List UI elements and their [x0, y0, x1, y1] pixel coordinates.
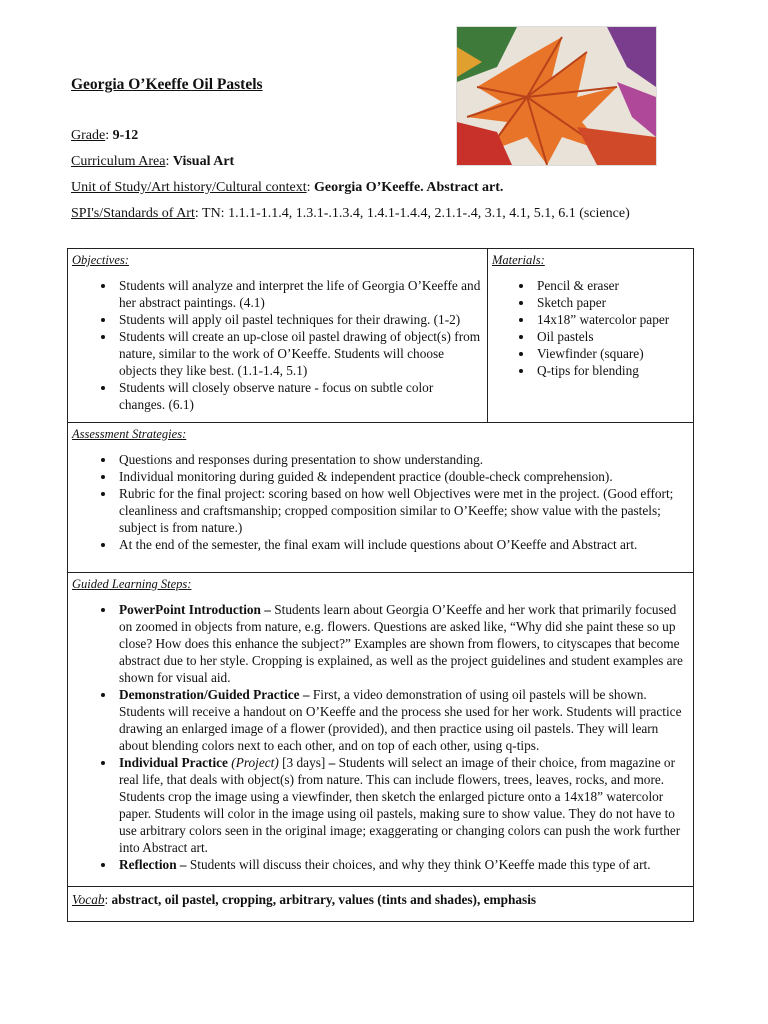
- unit-line: Unit of Study/Art history/Cultural context: Georgia O’Keeffe. Abstract art.: [71, 180, 504, 195]
- list-item: • Individual monitoring during guided & independent practice (double-check comprehension).: [116, 468, 688, 485]
- assessment-heading: Assessment Strategies:: [72, 427, 187, 441]
- spi-label: SPI's/Standards of Art: [71, 206, 195, 221]
- step-text: Students learn about Georgia O’Keeffe and her work that primarily focused on zoomed in objects from nature, e.g. flowers. Questions are asked like, “Why did she paint these so up close? How does this enhance the subject?” Examples are shown from flowers, to cityscapes that become abstract due to her style. Cropping is explained, as well as the project guidelines and student examples are shown for visual aid.: [119, 602, 683, 685]
- list-item: • Oil pastels: [534, 328, 688, 345]
- step-text: Students will discuss their choices, and why they think O’Keeffe made this type of art.: [186, 857, 651, 872]
- objectives-list: [72, 277, 482, 413]
- spi-line: SPI's/Standards of Art: TN: 1.1.1-1.1.4, 1.3.1-.1.3.4, 1.4.1-1.4.4, 2.1.1-.4, 3.1, 4.1, 5.1, 6.1 (science): [71, 206, 630, 221]
- step-text: Students will select an image of their choice, from magazine or real life, that deals with object(s) from nature. This can include flowers, trees, leaves, rocks, and more. Students crop the image using a viewfinder, then sketch the enlarged picture onto a 14x18” watercolor paper. Students will color in the image using oil pastels, making sure to show value. They do not have to use arbitrary colors seen in the original image; exaggerating or changing colors can push the work further into Abstract art.: [119, 755, 681, 855]
- grade-value: 9-12: [112, 128, 139, 143]
- list-item: • Students will apply oil pastel techniques for their drawing. (1-2): [116, 311, 482, 328]
- unit-label: Unit of Study/Art history/Cultural context: [71, 180, 307, 195]
- curriculum-value: Visual Art: [172, 154, 235, 169]
- list-item: [116, 601, 688, 686]
- materials-heading: Materials:: [492, 253, 545, 267]
- step-lead: Individual Practice: [119, 755, 228, 770]
- grade-line: Grade: 9-12: [71, 128, 139, 143]
- vocab-row: [68, 887, 694, 922]
- leaf-painting-image: [456, 26, 657, 166]
- guided-cell: [68, 573, 694, 887]
- list-item: • Q-tips for blending: [534, 362, 688, 379]
- objectives-cell: [68, 249, 488, 423]
- curriculum-line: Curriculum Area: Visual Art: [71, 154, 235, 169]
- guided-heading: Guided Learning Steps:: [72, 577, 192, 591]
- objectives-heading: Objectives:: [72, 253, 129, 267]
- list-item: • At the end of the semester, the final exam will include questions about O’Keeffe and Abstract art.: [116, 536, 688, 553]
- materials-cell: [488, 249, 694, 423]
- list-item: • Questions and responses during presentation to show understanding.: [116, 451, 688, 468]
- unit-value: Georgia O’Keeffe. Abstract art.: [314, 180, 504, 195]
- step-days: [3 days]: [278, 755, 329, 770]
- list-item: [116, 686, 688, 754]
- assessment-list: [72, 451, 688, 553]
- step-lead: Demonstration/Guided Practice –: [119, 687, 310, 702]
- list-item: • Students will create an up-close oil pastel drawing of object(s) from nature, similar to the work of O’Keeffe. Students will choose objects they like best. (1.1-1.4, 5.1): [116, 328, 482, 379]
- vocab-cell: Vocab: abstract, oil pastel, cropping, arbitrary, values (tints and shades), emphasis: [68, 887, 694, 922]
- list-item: • 14x18” watercolor paper: [534, 311, 688, 328]
- step-lead: Reflection –: [119, 857, 187, 872]
- assessment-row: [68, 423, 694, 573]
- list-item: • Students will closely observe nature - focus on subtle color changes. (6.1): [116, 379, 482, 413]
- page-title: Georgia O’Keeffe Oil Pastels: [71, 76, 263, 93]
- vocab-value: abstract, oil pastel, cropping, arbitrary, values (tints and shades), emphasis: [111, 892, 537, 907]
- assessment-cell: [68, 423, 694, 573]
- grade-label: Grade: [71, 128, 106, 143]
- step-lead: PowerPoint Introduction –: [119, 602, 271, 617]
- list-item: • Rubric for the final project: scoring based on how well Objectives were met in the project. (Good effort; cleanliness and craftsmanship; cropped composition similar to O’Keeffe; show value with the pastels; subject is from nature.): [116, 485, 688, 536]
- materials-list: [492, 277, 688, 379]
- list-item: • Viewfinder (square): [534, 345, 688, 362]
- step-dash: –: [328, 755, 336, 770]
- guided-row: [68, 573, 694, 887]
- list-item: • Pencil & eraser: [534, 277, 688, 294]
- lesson-plan-table: [67, 248, 694, 922]
- vocab-label: Vocab: [72, 892, 105, 907]
- list-item: [116, 754, 688, 856]
- guided-list: [72, 601, 688, 873]
- list-item: [116, 856, 688, 873]
- spi-value: TN: 1.1.1-1.1.4, 1.3.1-.1.3.4, 1.4.1-1.4.4, 2.1.1-.4, 3.1, 4.1, 5.1, 6.1 (science): [202, 206, 630, 221]
- list-item: • Students will analyze and interpret the life of Georgia O’Keeffe and her abstract paintings. (4.1): [116, 277, 482, 311]
- list-item: • Sketch paper: [534, 294, 688, 311]
- objectives-materials-row: [68, 249, 694, 423]
- step-text: First, a video demonstration of using oil pastels will be shown. Students will receive a handout on O’Keeffe and the process she used for her work. Students will practice drawing an enlarged image of a flower (provided), and then practice using oil pastels. They will learn about blending colors next to each other, and on top of each other, using q-tips.: [119, 687, 682, 753]
- step-project-note: (Project): [231, 755, 279, 770]
- curriculum-label: Curriculum Area: [71, 154, 166, 169]
